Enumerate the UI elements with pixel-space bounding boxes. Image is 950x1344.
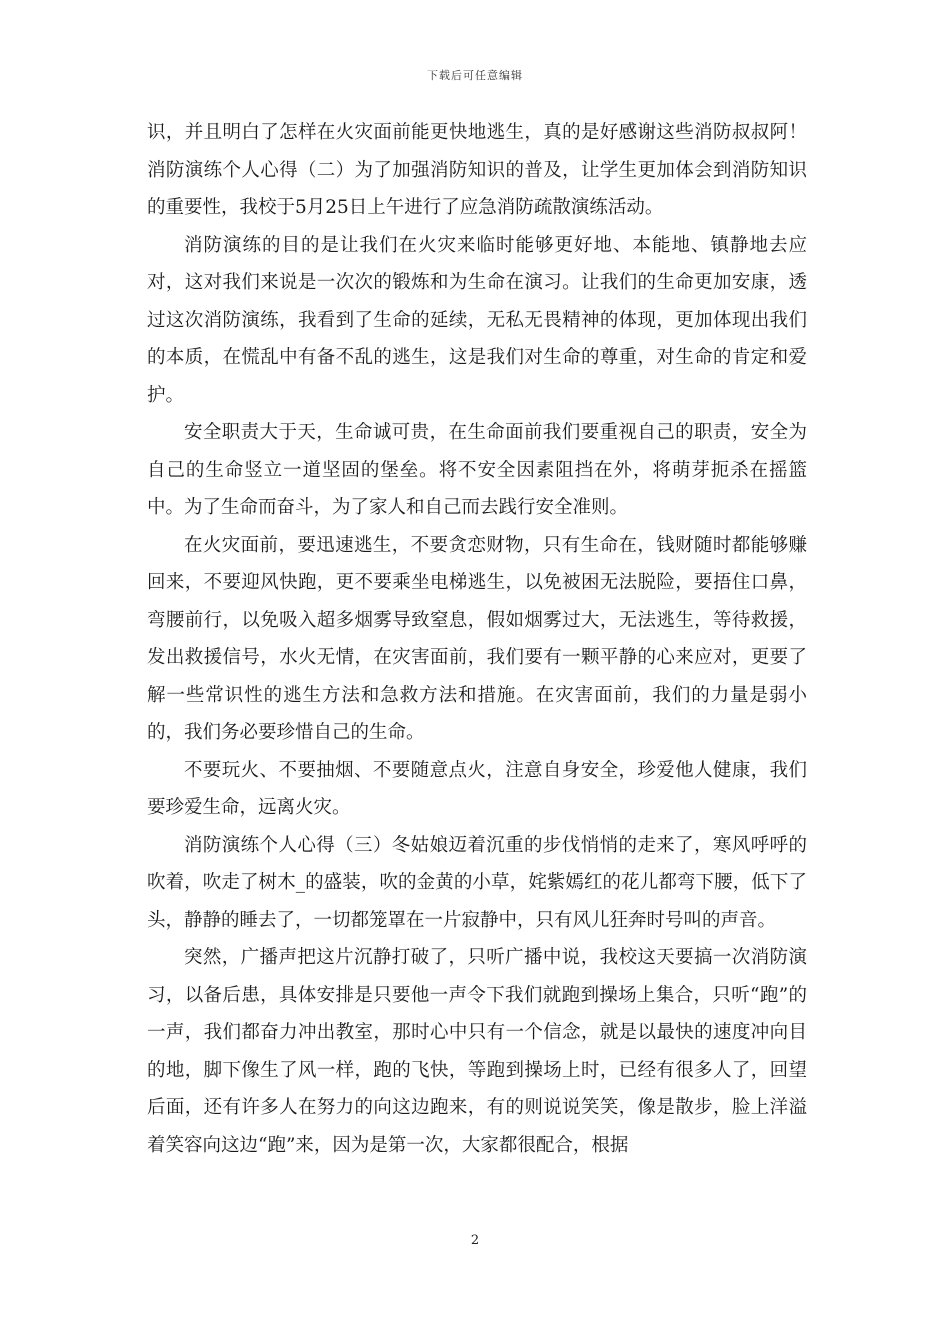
paragraph-6: 消防演练个人心得（三）冬姑娘迈着沉重的步伐悄悄的走来了，寒风呼呼的吹着，吹走了树木_的盛装，吹的金黄的小草，姹紫嫣红的花儿都弯下腰，低下了头，静静的睡去了，一切都笼罩在一片寂静中，只有风儿狂奔时号叫的声音。 [147, 834, 807, 931]
page-number: 2 [470, 1233, 480, 1248]
paragraph-3: 安全职责大于天，生命诚可贵，在生命面前我们要重视自己的职责，安全为自己的生命竖立一道坚固的堡垒。将不安全因素阻挡在外，将萌芽扼杀在摇篮中。为了生命而奋斗，为了家人和自己而去践行安全准则。 [147, 422, 807, 518]
paragraph-7: 突然，广播声把这片沉静打破了，只听广播中说，我校这天要搞一次消防演习，以备后患，具体安排是只要他一声令下我们就跑到操场上集合，只听“跑”的一声，我们都奋力冲出教室，那时心中只有一个信念，就是以最快的速度冲向目的地，脚下像生了风一样，跑的飞快，等跑到操场上时，已经有很多人了，回望后面，还有许多人在努力的向这边跑来，有的则说说笑笑，像是散步，脸上洋溢着笑容向这边“跑”来，因为是第一次，大家都很配合，根据 [147, 947, 807, 1156]
paragraph-4: 在火灾面前，要迅速逃生，不要贪恋财物，只有生命在，钱财随时都能够赚回来，不要迎风快跑，更不要乘坐电梯逃生，以免被困无法脱险，要捂住口鼻，弯腰前行，以免吸入超多烟雾导致窒息，假如烟雾过大，无法逃生，等待救援，发出救援信号，水火无情，在灾害面前，我们要有一颗平静的心来应对，更要了解一些常识性的逃生方法和急救方法和措施。在灾害面前，我们的力量是弱小的，我们务必要珍惜自己的生命。 [147, 534, 807, 743]
page-header: 下载后可任意编辑 [427, 69, 523, 82]
paragraph-5: 不要玩火、不要抽烟、不要随意点火，注意自身安全，珍爱他人健康，我们要珍爱生命，远离火灾。 [147, 759, 807, 818]
paragraph-1: 识，并且明白了怎样在火灾面前能更快地逃生，真的是好感谢这些消防叔叔阿！消防演练个人心得（二）为了加强消防知识的普及，让学生更加体会到消防知识的重要性，我校于5月25日上午进行了应急消防疏散演练活动。 [147, 122, 807, 218]
document-body [147, 114, 807, 1164]
paragraph-2: 消防演练的目的是让我们在火灾来临时能够更好地、本能地、镇静地去应对，这对我们来说是一次次的锻炼和为生命在演习。让我们的生命更加安康，透过这次消防演练，我看到了生命的延续，无私无畏精神的体现，更加体现出我们的本质，在慌乱中有备不乱的逃生，这是我们对生命的尊重，对生命的肯定和爱护。 [147, 234, 807, 406]
